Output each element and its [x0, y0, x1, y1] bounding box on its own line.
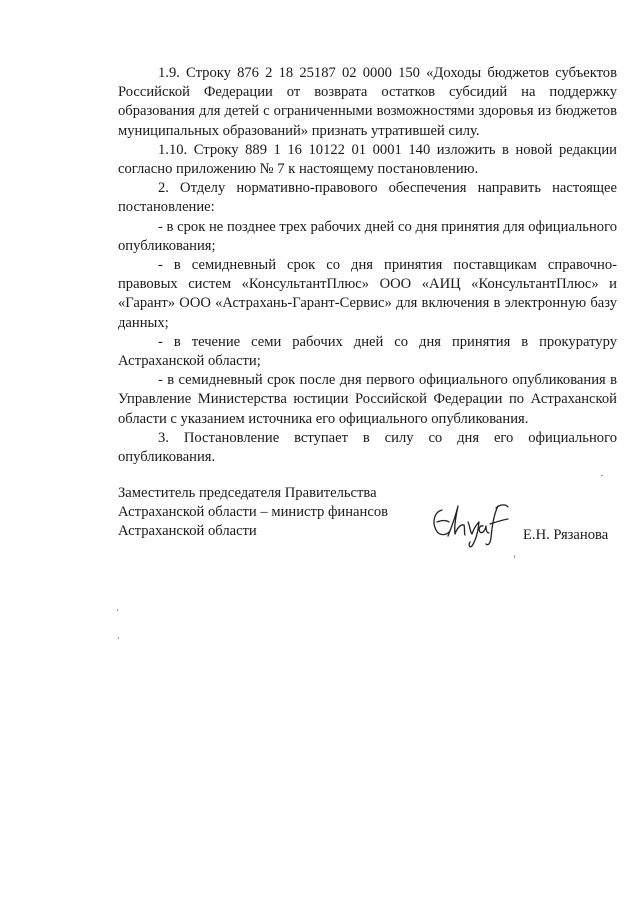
paragraph-1-10: 1.10. Строку 889 1 16 10122 01 0001 140 изложить в новой редакции согласно приложению № 7 к настоящему постановлению.: [118, 141, 617, 178]
paragraph-2: 2. Отделу нормативно-правового обеспечения направить настоящее постановление:: [118, 180, 617, 216]
paragraph-2-item-2: - в семидневный срок со дня принятия поставщикам справочно-правовых систем «КонсультантПлюс» ООО «АИЦ «КонсультантПлюс» и «Гарант» ООО «Астрахань-Гарант-Сервис» для включения в электронную базу данных;: [118, 257, 617, 331]
scan-speck: [117, 609, 118, 611]
scan-speck: [601, 475, 603, 476]
scan-speck: [118, 637, 119, 639]
signatory-title: [118, 484, 388, 541]
signatory-title-line-2: Астраханской области – министр финансов: [118, 504, 389, 520]
paragraph-3: 3. Постановление вступает в силу со дня его официального опубликования.: [118, 429, 617, 466]
paragraph-2-item-3: - в течение семи рабочих дней со дня принятия в прокуратуру Астраханской области;: [118, 333, 617, 370]
handwritten-signature: [428, 498, 520, 550]
paragraph-1-9: 1.9. Строку 876 2 18 25187 02 0000 150 «Доходы бюджетов субъектов Российской Федерации от возврата остатков субсидий на поддержку образования для детей с ограниченными возможностями здоровья из бюджетов муниципальных образований» признать утратившей силу.: [118, 65, 617, 139]
paragraph-2-item-1: - в срок не позднее трех рабочих дней со дня принятия для официального опубликования;: [118, 218, 617, 254]
document-body: [118, 64, 617, 467]
signatory-name: Е.Н. Рязанова: [523, 527, 609, 543]
signatory-title-line-1: Заместитель председателя Правительства: [118, 485, 377, 501]
scan-speck: [514, 555, 515, 558]
paragraph-2-item-4: - в семидневный срок после дня первого официального опубликования в Управление Министерства юстиции Российской Федерации по Астраханской области с указанием источника его официального опубликования.: [118, 372, 617, 427]
signatory-title-line-3: Астраханской области: [118, 523, 257, 539]
